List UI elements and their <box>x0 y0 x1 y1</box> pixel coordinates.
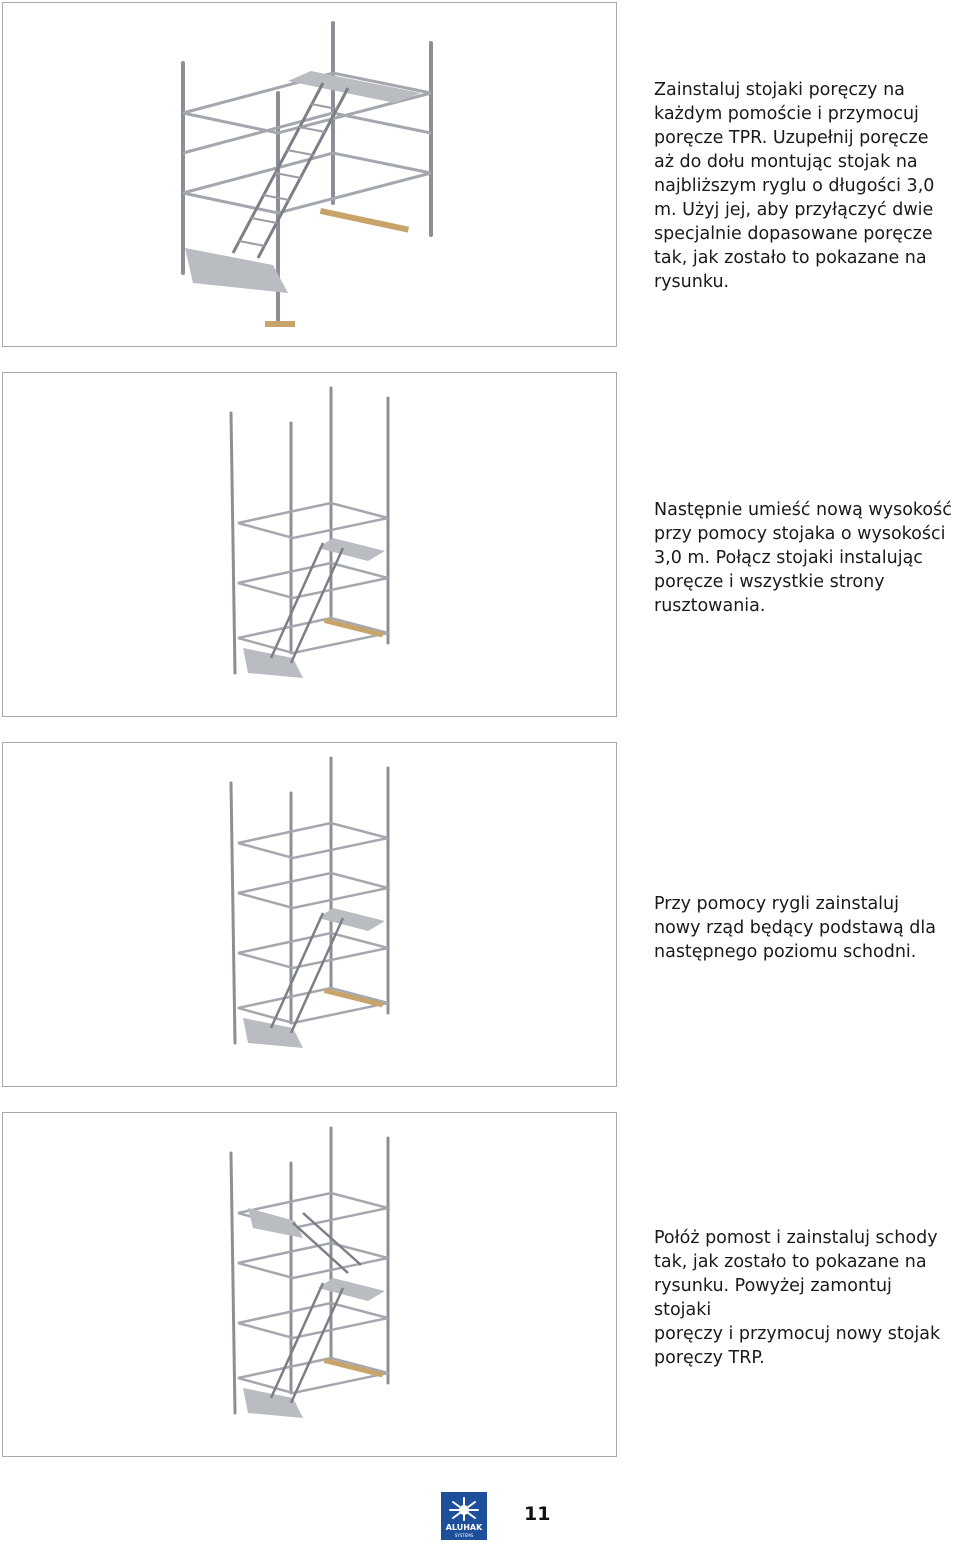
step-4-caption: Połóż pomost i zainstaluj schody tak, jak zostało to pokazane na rysunku. Powyżej zamontuj stojaki poręczy i przymocuj nowy stojak poręczy TRP. <box>654 1228 941 1368</box>
step-2-image-frame <box>2 372 617 717</box>
step-1-caption: Zainstaluj stojaki poręczy na każdym pomoście i przymocuj poręcze TPR. Uzupełnij poręcze aż do dołu montując stojak na najbliższym ryglu o długości 3,0 m. Użyj jej, aby przyłączyć dwie specjalnie dopasowane poręcze tak, jak zostało to pokazane na rysunku. <box>654 80 935 292</box>
instruction-step-1 <box>0 0 960 348</box>
page-number: 11 <box>524 1503 551 1525</box>
scaffold-illustration-2 <box>3 373 616 716</box>
step-2-caption: Następnie umieść nową wysokość przy pomocy stojaka o wysokości 3,0 m. Połącz stojaki instalując poręcze i wszystkie strony rusztowania. <box>654 500 952 616</box>
step-3-image-frame <box>2 742 617 1087</box>
step-3-caption: Przy pomocy rygli zainstaluj nowy rząd będący podstawą dla następnego poziomu schodni. <box>654 894 936 962</box>
aluhak-logo <box>441 1492 487 1540</box>
logo-subtext: SYSTEMS <box>454 1533 474 1538</box>
aluhak-logo-graphic <box>441 1492 487 1540</box>
instruction-step-2 <box>0 370 960 718</box>
scaffold-illustration-4 <box>3 1113 616 1456</box>
instruction-step-4 <box>0 1110 960 1458</box>
scaffold-illustration-1 <box>3 3 616 346</box>
step-4-image-frame <box>2 1112 617 1457</box>
scaffold-illustration-3 <box>3 743 616 1086</box>
step-1-image-frame <box>2 2 617 347</box>
instruction-step-3 <box>0 740 960 1088</box>
logo-text: ALUHAK <box>445 1523 483 1532</box>
